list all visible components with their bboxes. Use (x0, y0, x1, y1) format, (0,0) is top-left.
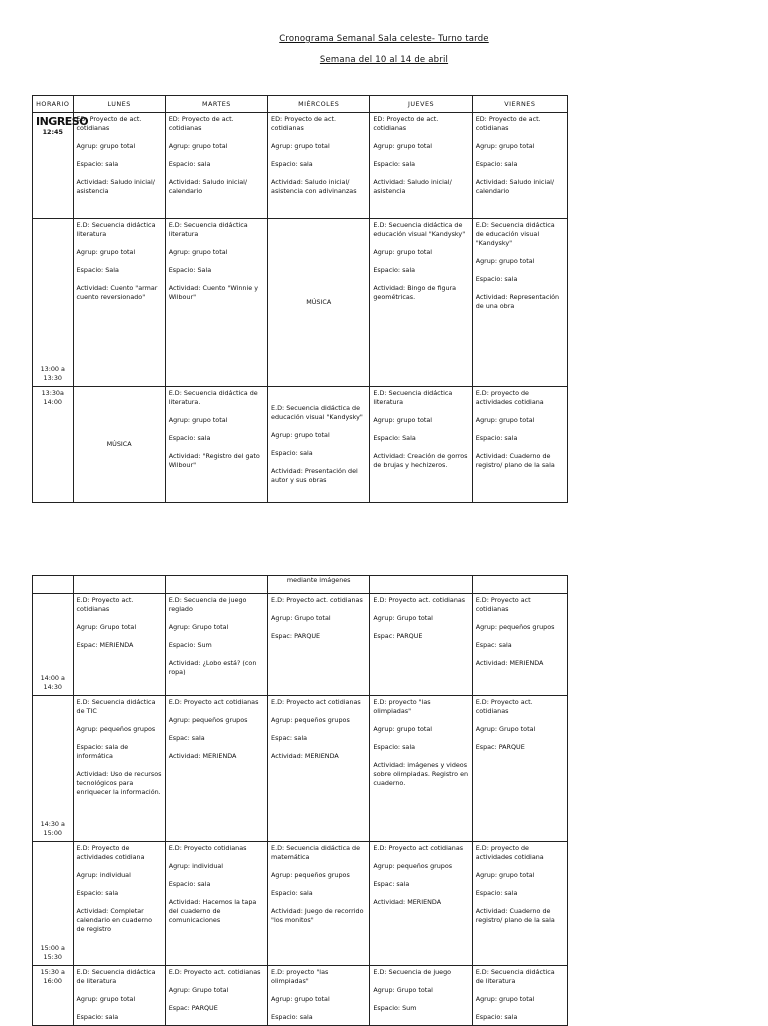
activity-line: Espac: PARQUE (373, 632, 423, 640)
activity-line: E.D: Secuencia didáctica de educación visual "Kandysky" (475, 221, 555, 247)
time-cell (33, 113, 89, 219)
header-lunes: LUNES (73, 96, 165, 113)
activity-cell (370, 219, 472, 387)
activity-line: Agrup: grupo total (475, 257, 535, 265)
activity-line: Actividad: Cuaderno de registro/ plano de la sala (475, 907, 555, 924)
activity-line: Agrup: grupo total (373, 416, 433, 424)
activity-line: E.D: Proyecto act. cotidianas (271, 596, 363, 604)
activity-line: Actividad: Cuaderno de registro/ plano de la sala (475, 452, 555, 469)
activity-line: ED: Proyecto de act. cotidianas (373, 115, 439, 132)
activity-line: E.D: Proyecto act cotidianas (373, 844, 464, 852)
time-label: 14:00 a 14:30 (40, 674, 65, 691)
activity-line: Agrup: Grupo total (168, 623, 229, 631)
activity-line: E.D: Proyecto act. cotidianas (475, 698, 533, 715)
time-cell (33, 594, 74, 696)
activity-line: Agrup: pequeños grupos (76, 725, 156, 733)
activity-cell (165, 113, 267, 219)
schedule-row (33, 594, 568, 696)
activity-line: Actividad: MERIENDA (271, 752, 339, 760)
activity-line: Espacio: sala (76, 889, 119, 897)
time-cell (33, 387, 74, 503)
activity-line: Agrup: Grupo total (373, 986, 433, 994)
schedule-table-page-2 (32, 575, 568, 1026)
header-jueves: JUEVES (370, 96, 472, 113)
activity-cell (472, 594, 567, 696)
activity-line: Espacio: sala (475, 889, 518, 897)
activity-line: Actividad: Hacemos la tapa del cuaderno de comunicaciones (168, 898, 257, 924)
continuation-cell (73, 576, 165, 594)
activity-cell (165, 219, 267, 387)
time-label: 15:00 a 15:30 (40, 944, 65, 961)
activity-line: Agrup: grupo total (271, 995, 330, 1003)
activity-line: Agrup: grupo total (271, 431, 330, 439)
activity-line: Actividad: MERIENDA (373, 898, 442, 906)
activity-line: Espacio: sala (271, 1013, 313, 1021)
page-title: Cronograma Semanal Sala celeste- Turno tarde (279, 34, 489, 44)
activity-line: E.D: Proyecto act cotidianas (271, 698, 361, 706)
activity-line: E.D: Secuencia didáctica de literatura. (168, 389, 258, 406)
header-miercoles: MIÉRCOLES (268, 96, 370, 113)
activity-line: Agrup: grupo total (168, 142, 228, 150)
activity-cell (370, 594, 472, 696)
activity-line: Actividad: Bingo de figura geométricas. (373, 284, 457, 301)
activity-line: Actividad: Saludo inicial/ calendario (168, 178, 248, 195)
activity-line: Agrup: grupo total (76, 248, 136, 256)
activity-line: Actividad: MERIENDA (168, 752, 237, 760)
activity-line: Espacio: sala (373, 266, 416, 274)
activity-cell (268, 696, 370, 842)
activity-line: Espacio: sala (475, 160, 518, 168)
activity-line: E.D: Proyecto act cotidianas (475, 596, 531, 613)
activity-line: E.D: Secuencia didáctica de literatura (475, 968, 555, 985)
activity-line: Agrup: individual (76, 871, 131, 879)
activity-cell (472, 842, 567, 966)
activity-line: Actividad: MERIENDA (475, 659, 544, 667)
activity-line: E.D: Proyecto de actividades cotidiana (76, 844, 145, 861)
activity-cell (472, 113, 567, 219)
activity-line: E.D: proyecto "las olimpiadas" (373, 698, 431, 715)
activity-line: Espac: PARQUE (168, 1004, 218, 1012)
activity-cell (73, 696, 165, 842)
schedule-row (33, 696, 568, 842)
activity-line: Espac: sala (475, 641, 512, 649)
activity-line: Espacio: sala (475, 434, 518, 442)
activity-line: E.D: proyecto "las olimpiadas" (271, 968, 329, 985)
activity-cell (370, 387, 472, 503)
activity-line: Agrup: grupo total (373, 248, 433, 256)
activity-cell (268, 594, 370, 696)
activity-line: E.D: Secuencia didáctica de matemática (271, 844, 361, 861)
activity-cell (268, 113, 370, 219)
activity-line: E.D: Secuencia de juego reglado (168, 596, 247, 613)
activity-cell (165, 594, 267, 696)
activity-line: Agrup: grupo total (271, 142, 330, 150)
activity-line: Espac: sala (271, 734, 308, 742)
activity-line: Espacio: Sala (168, 266, 212, 274)
activity-line: Espacio: sala de informática (76, 743, 129, 760)
activity-line: Espacio: sala (168, 880, 211, 888)
continuation-time-cell (33, 576, 74, 594)
activity-line: Actividad: Saludo inicial/ asistencia con adivinanzas (271, 178, 357, 195)
activity-line: Espacio: sala (271, 889, 313, 897)
activity-cell (370, 113, 472, 219)
activity-cell (268, 966, 370, 1026)
activity-line: E.D: proyecto de actividades cotidiana (475, 844, 544, 861)
activity-line: Espacio: sala (168, 434, 211, 442)
activity-line: Agrup: individual (168, 862, 224, 870)
activity-cell (73, 113, 165, 219)
activity-cell (370, 966, 472, 1026)
activity-line: Agrup: Grupo total (168, 986, 229, 994)
time-cell (33, 842, 74, 966)
activity-line: Actividad: Cuento "armar cuento reversionado" (76, 284, 158, 301)
activity-line: Agrup: pequeños grupos (475, 623, 555, 631)
activity-line: Agrup: grupo total (373, 142, 433, 150)
activity-line: E.D: Proyecto act cotidianas (168, 698, 259, 706)
schedule-row (33, 966, 568, 1026)
activity-cell (268, 387, 370, 503)
activity-cell (73, 594, 165, 696)
activity-cell (73, 842, 165, 966)
activity-line: Espacio: sala (373, 743, 416, 751)
activity-line: E.D: Proyecto act. cotidianas (373, 596, 466, 604)
activity-line: Agrup: grupo total (168, 416, 228, 424)
activity-line: Agrup: grupo total (76, 995, 136, 1003)
activity-line: Espacio: sala (76, 160, 119, 168)
header-martes: MARTES (165, 96, 267, 113)
activity-line: ED: Proyecto de act. cotidianas (168, 115, 234, 132)
continuation-cell (472, 576, 567, 594)
activity-cell (370, 696, 472, 842)
activity-line: Espacio: Sala (76, 266, 119, 274)
time-label: 13:30a 14:00 (41, 389, 64, 406)
activity-line: Agrup: grupo total (475, 871, 535, 879)
activity-cell (165, 842, 267, 966)
activity-line: Agrup: Grupo total (373, 614, 433, 622)
activity-cell (73, 219, 165, 387)
activity-line: ED: Proyecto de act. cotidianas (271, 115, 336, 132)
activity-line: Actividad: Saludo inicial/ asistencia (76, 178, 155, 195)
activity-line: Agrup: Grupo total (475, 725, 536, 733)
activity-line: Espacio: sala (271, 449, 313, 457)
activity-cell (165, 387, 267, 503)
activity-line: Espac: sala (168, 734, 205, 742)
activity-line: Espacio: Sum (373, 1004, 417, 1012)
time-label: 14:30 a 15:00 (40, 820, 65, 837)
activity-line: Agrup: grupo total (475, 416, 535, 424)
activity-line: E.D: Secuencia didáctica de literatura (76, 968, 156, 985)
time-label: 15:30 a 16:00 (40, 968, 65, 985)
activity-line: E.D: Secuencia didáctica literatura (168, 221, 248, 238)
activity-line: E.D: Secuencia didáctica literatura (373, 389, 453, 406)
activity-line: Espac: MERIENDA (76, 641, 134, 649)
activity-line: Actividad: Completar calendario en cuaderno de registro (76, 907, 152, 933)
activity-line: Agrup: grupo total (76, 142, 136, 150)
activity-line: Espacio: Sum (168, 641, 212, 649)
activity-line: Agrup: pequeños grupos (168, 716, 248, 724)
activity-line: E.D: Secuencia didáctica de educación visual "Kandysky" (373, 221, 466, 238)
time-label: 12:45 (42, 128, 63, 136)
time-cell (33, 219, 74, 387)
activity-cell (472, 966, 567, 1026)
activity-cell (370, 842, 472, 966)
activity-cell (472, 696, 567, 842)
activity-line: Actividad: Cuento "Winnie y Wilbour" (168, 284, 258, 301)
schedule-table-page-1 (32, 95, 568, 503)
activity-line: Espacio: Sala (373, 434, 416, 442)
schedule-row (33, 842, 568, 966)
activity-line: Espacio: sala (168, 160, 211, 168)
activity-line: ED: Proyecto de act. cotidianas (475, 115, 541, 132)
activity-line: Actividad: Saludo inicial/ calendario (475, 178, 555, 195)
time-cell (33, 966, 74, 1026)
music-cell: MÚSICA (73, 387, 165, 503)
activity-line: ED: Proyecto de act. cotidianas (76, 115, 142, 132)
continuation-text: mediante imágenes (268, 576, 370, 594)
activity-line: Espacio: sala (475, 1013, 518, 1021)
schedule-row (33, 113, 568, 219)
activity-line: Espacio: sala (271, 160, 313, 168)
activity-line: Actividad: Representación de una obra (475, 293, 560, 310)
activity-line: E.D: Secuencia didáctica literatura (76, 221, 156, 238)
activity-line: E.D: Secuencia didáctica de TIC (76, 698, 156, 715)
activity-line: Actividad: Juego de recorrido "los monitos" (271, 907, 364, 924)
time-cell (33, 696, 74, 842)
activity-cell (472, 387, 567, 503)
activity-line: Actividad: Uso de recursos tecnológicos para enriquecer la información. (76, 770, 162, 796)
activity-cell (268, 842, 370, 966)
activity-line: Agrup: Grupo total (271, 614, 331, 622)
page-subtitle: Semana del 10 al 14 de abril (319, 55, 449, 65)
activity-line: Actividad: Saludo inicial/ asistencia (373, 178, 452, 195)
header-horario: HORARIO (33, 96, 74, 113)
activity-line: Agrup: grupo total (475, 995, 535, 1003)
activity-line: Agrup: Grupo total (76, 623, 137, 631)
activity-line: E.D: Proyecto cotidianas (168, 844, 247, 852)
activity-line: E.D: Proyecto act. cotidianas (168, 968, 261, 976)
activity-line: Actividad: imágenes y videos sobre olimpiadas. Registro en cuaderno. (373, 761, 469, 787)
activity-line: Espacio: sala (76, 1013, 119, 1021)
activity-line: Agrup: grupo total (373, 725, 433, 733)
continuation-cell (370, 576, 472, 594)
activity-cell (472, 219, 567, 387)
activity-line: Espac: sala (373, 880, 410, 888)
activity-line: Espac: PARQUE (271, 632, 321, 640)
activity-line: Espac: PARQUE (475, 743, 525, 751)
music-cell: MÚSICA (268, 219, 370, 387)
header-row (33, 96, 568, 113)
time-label: 13:00 a 13:30 (40, 365, 65, 382)
activity-line: E.D: proyecto de actividades cotidiana (475, 389, 544, 406)
schedule-row (33, 387, 568, 503)
activity-cell (165, 696, 267, 842)
activity-line: Agrup: grupo total (168, 248, 228, 256)
schedule-row (33, 219, 568, 387)
continuation-cell (165, 576, 267, 594)
activity-line: Agrup: pequeños grupos (271, 871, 350, 879)
activity-cell (73, 966, 165, 1026)
activity-line: E.D: Secuencia didáctica de educación visual "Kandysky" (271, 404, 363, 421)
continuation-row (33, 576, 568, 594)
activity-line: Espacio: sala (373, 160, 416, 168)
time-label: INGRESO (36, 115, 89, 128)
header-viernes: VIERNES (472, 96, 567, 113)
activity-cell (165, 966, 267, 1026)
activity-line: Actividad: "Registro del gato Wilbour" (168, 452, 260, 469)
activity-line: Actividad: ¿Lobo está? (con ropa) (168, 659, 257, 676)
activity-line: Agrup: grupo total (475, 142, 535, 150)
activity-line: E.D: Secuencia de juego (373, 968, 452, 976)
activity-line: Espacio: sala (475, 275, 518, 283)
activity-line: Actividad: Presentación del autor y sus obras (271, 467, 358, 484)
activity-line: E.D: Proyecto act. cotidianas (76, 596, 134, 613)
activity-line: Actividad: Creación de gorros de brujas y hechizeros. (373, 452, 468, 469)
activity-line: Agrup: pequeños grupos (373, 862, 453, 870)
activity-line: Agrup: pequeños grupos (271, 716, 350, 724)
